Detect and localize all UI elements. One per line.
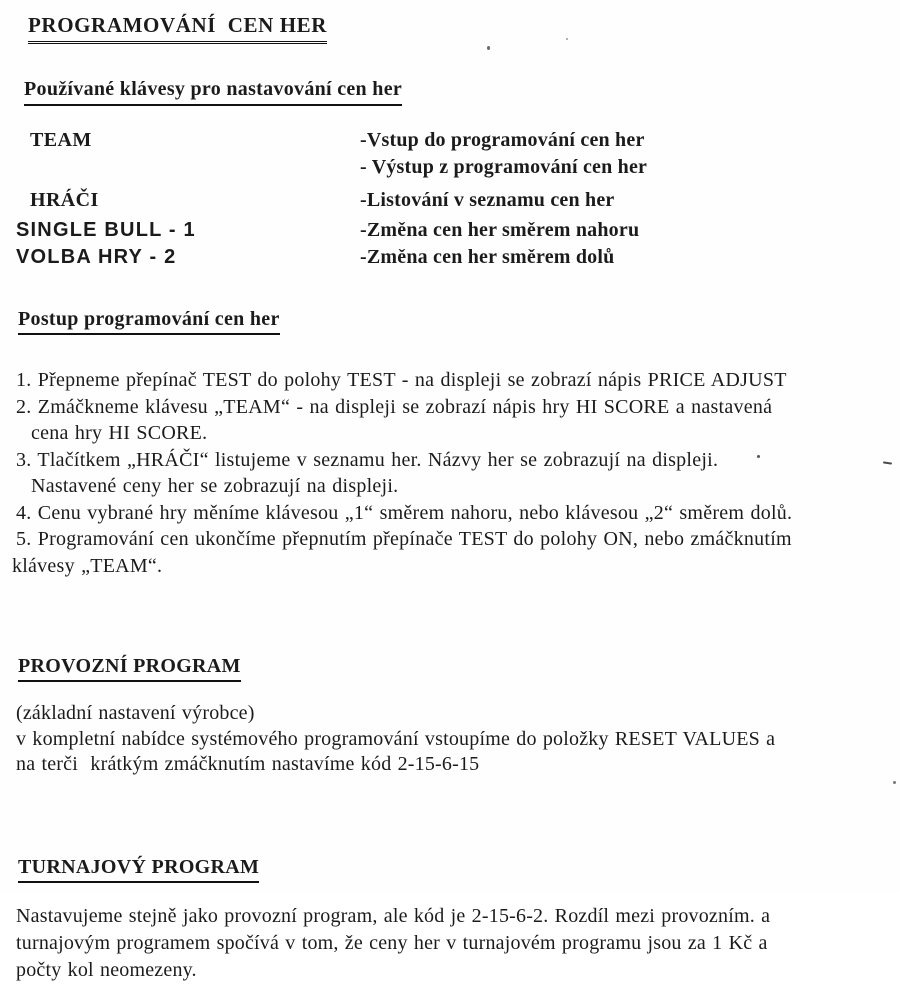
tournament-program-section <box>16 839 898 984</box>
operating-program-section <box>16 637 898 778</box>
scan-artifact-dot <box>757 455 760 458</box>
key-label-single-bull: SINGLE BULL - 1 <box>16 219 196 241</box>
key-label-team: TEAM <box>30 129 92 151</box>
key-desc-line: -Listování v seznamu cen her <box>360 189 615 211</box>
body-line: v kompletní nabídce systémového programování vstoupíme do položky RESET VALUES a <box>16 727 776 750</box>
scan-artifact-dot <box>566 38 568 40</box>
keys-section-heading: Používané klávesy pro nastavování cen her <box>24 77 402 106</box>
procedure-step-line: 3. Tlačítkem „HRÁČI“ listujeme v seznamu her. Názvy her se zobrazují na displeji. <box>16 448 719 471</box>
key-desc-line: -Změna cen her směrem nahoru <box>360 219 640 241</box>
procedure-step-line: 5. Programování cen ukončíme přepnutím přepínače TEST do polohy ON, nebo zmáčknutím <box>16 528 792 551</box>
key-descriptions-team <box>360 127 898 181</box>
key-label-volba-hry: VOLBA HRY - 2 <box>16 246 177 268</box>
body-line: (základní nastavení výrobce) <box>16 702 255 725</box>
keys-table <box>16 127 898 271</box>
tournament-program-text <box>16 903 898 984</box>
procedure-step-continuation: Nastavené ceny her se zobrazují na displeji. <box>31 475 399 498</box>
body-line: počty kol neomezeny. <box>16 959 197 982</box>
key-label-hraci: HRÁČI <box>30 189 99 211</box>
scan-artifact-dot <box>487 46 490 50</box>
operating-program-text <box>16 701 898 778</box>
scan-artifact-dot <box>893 781 896 784</box>
key-desc-line: -Vstup do programování cen her <box>360 129 645 151</box>
procedure-section-heading: Postup programování cen her <box>18 307 280 335</box>
operating-section-heading: PROVOZNÍ PROGRAM <box>18 654 241 682</box>
body-line: Nastavujeme stejně jako provozní program, ale kód je 2-15-6-2. Rozdíl mezi provozním. a <box>16 905 771 928</box>
procedure-step-continuation: klávesy „TEAM“. <box>12 554 163 577</box>
procedure-step-line: 4. Cenu vybrané hry měníme klávesou „1“ směrem nahoru, nebo klávesou „2“ směrem dolů. <box>16 501 793 524</box>
body-line: na terči krátkým zmáčknutím nastavíme kód 2-15-6-15 <box>16 753 480 776</box>
tournament-section-heading: TURNAJOVÝ PROGRAM <box>18 855 259 883</box>
page-title: PROGRAMOVÁNÍ CEN HER <box>28 10 327 44</box>
procedure-step-continuation: cena hry HI SCORE. <box>31 422 208 445</box>
body-line: turnajovým programem spočívá v tom, že ceny her v turnajovém programu jsou za 1 Kč a <box>16 932 768 955</box>
procedure-step-line: 2. Zmáčkneme klávesu „TEAM“ - na displeji se zobrazí nápis hry HI SCORE a nastavená <box>16 395 773 418</box>
procedure-steps <box>12 367 898 579</box>
key-desc-line: - Výstup z programování cen her <box>360 156 648 178</box>
key-desc-line: -Změna cen her směrem dolů <box>360 246 615 268</box>
procedure-step-line: 1. Přepneme přepínač TEST do polohy TEST - na displeji se zobrazí nápis PRICE ADJUST <box>16 369 787 392</box>
